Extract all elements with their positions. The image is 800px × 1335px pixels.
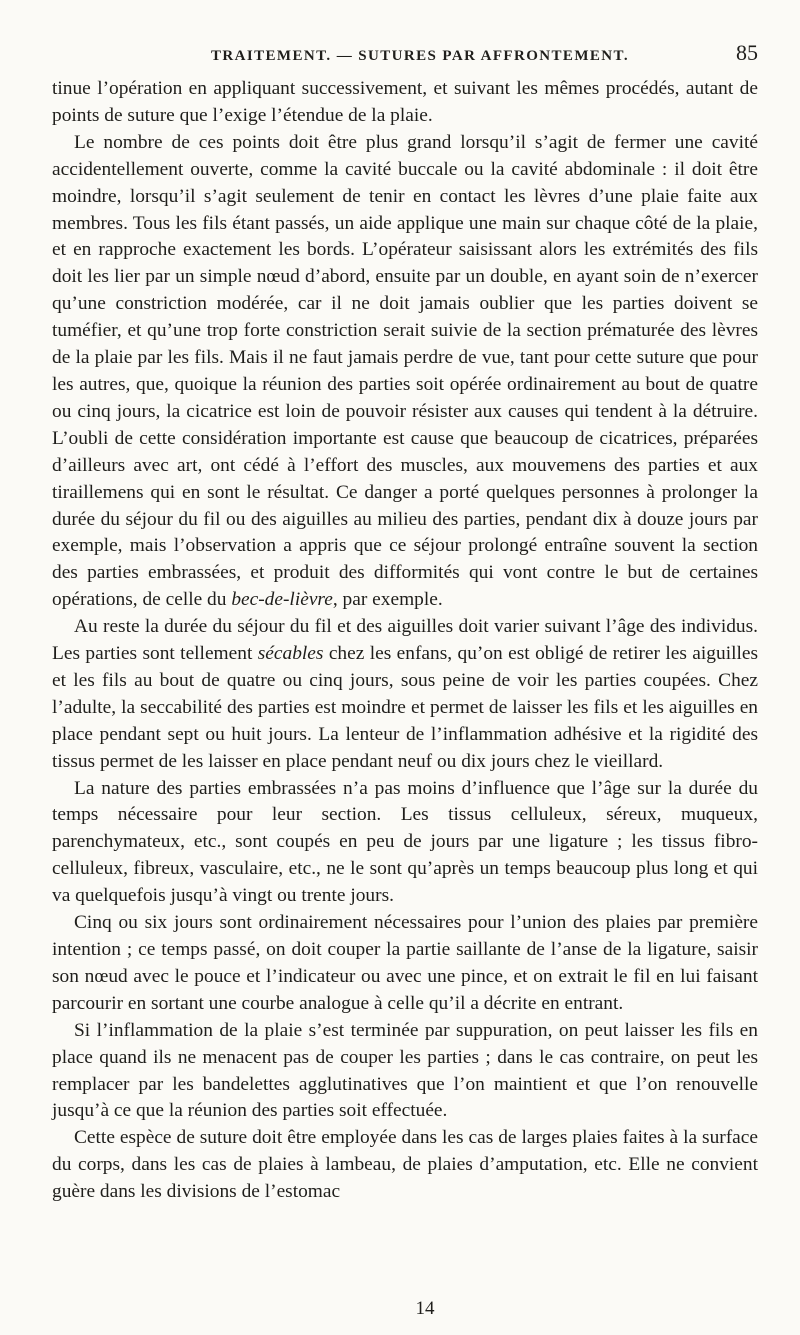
running-head: TRAITEMENT. — SUTURES PAR AFFRONTEMENT.: [211, 48, 629, 64]
paragraph: [52, 776, 758, 911]
paragraph: [52, 76, 758, 130]
paragraph: [52, 1018, 758, 1126]
signature-mark: 14: [415, 1298, 435, 1319]
text-run: Si l’inflammation de la plaie s’est terminée par suppuration, on peut laisser les fils en place quand ils ne menacent pas de couper les parties ; dans le cas contraire, on peut les remplacer par les bandelettes agglutinatives que l’on maintient et que l’on renouvelle jusqu’à ce que la réunion des parties soit effectuée.: [52, 1019, 758, 1122]
text-run: tinue l’opération en appliquant successivement, et suivant les mêmes procédés, autant de points de suture que l’exige l’étendue de la plaie.: [52, 78, 758, 126]
text-run: , par exemple.: [332, 589, 443, 611]
italic-term: bec-de-lièvre: [231, 589, 333, 611]
paragraph: [52, 130, 758, 614]
text-run: Cinq ou six jours sont ordinairement nécessaires pour l’union des plaies par première intention ; ce temps passé, on doit couper la partie saillante de l’anse de la ligature, saisir son nœud avec le pouce et l’indicateur ou avec une pince, et on extrait le fil en lui faisant parcourir en sortant une courbe analogue à celle qu’il a décrite en entrant.: [52, 912, 758, 1014]
text-run: Cette espèce de suture doit être employée dans les cas de larges plaies faites à la surface du corps, dans les cas de plaies à lambeau, de plaies d’amputation, etc. Elle ne convient guère dans les divisions de l’estomac: [52, 1127, 758, 1203]
paragraph: [52, 614, 758, 775]
paragraph: [52, 1125, 758, 1206]
text-run: Au reste la durée du séjour du fil et des aiguilles doit varier suivant l’âge des individus. Les parties sont tellement: [52, 616, 758, 665]
italic-term: sécables: [257, 643, 324, 665]
text-run: Le nombre de ces points doit être plus grand lorsqu’il s’agit de fermer une cavité accidentellement ouverte, comme la cavité buccale ou la cavité abdominale : il doit être moindre, lorsqu’il s’agit seulement de tenir en contact les lèvres d’une plaie faite aux membres. Tous les fils étant passés, un aide applique une main sur chaque côté de la plaie, et en rapproche exactement les bords. L’opérateur saisissant alors les extrémités des fils doit les lier par un simple nœud d’abord, ensuite par un double, en ayant soin de n’exercer qu’une constriction modérée, car il ne doit jamais oublier que les parties doivent se tuméfier, et qu’une trop forte constriction serait suivie de la section prématurée des lèvres de la plaie par les fils. Mais il ne faut jamais perdre de vue, tant pour cette suture que pour les autres, que, quoique la réunion des parties soit opérée ordinairement au bout de quatre ou cinq jours, la cicatrice est loin de pouvoir résister aux causes qui tendent à la détruire. L’oubli de cette considération importante est cause que beaucoup de cicatrices, préparées d’ailleurs avec art, ont cédé à l’effort des muscles, aux mouvemens des parties et aux tiraillemens qui en sont le résultat. Ce danger a porté quelques personnes à prolonger la durée du séjour du fil ou des aiguilles au milieu des parties, pendant dix à douze jours par exemple, mais l’observation a appris que ce séjour prolongé entraîne souvent la section des parties embrassées, et produit des difformités qui vont contre le but de certaines opérations, de celle du: [52, 131, 758, 611]
body-text: [52, 76, 758, 1206]
text-run: chez les enfans, qu’on est obligé de retirer les aiguilles et les fils au bout de quatre ou cinq jours, sous peine de voir les parties coupées. Chez l’adulte, la seccabilité des parties est moindre et permet de laisser les fils et les aiguilles en place pendant sept ou huit jours. La lenteur de l’inflammation adhésive et la rigidité des tissus permet de les laisser en place pendant neuf ou dix jours chez le vieillard.: [52, 643, 759, 772]
page-number: 85: [736, 40, 758, 65]
text-run: La nature des parties embrassées n’a pas moins d’influence que l’âge sur la durée du temps nécessaire pour leur section. Les tissus celluleux, séreux, muqueux, parenchymateux, etc., sont coupés en peu de jours par une ligature ; les tissus fibro-celluleux, fibreux, vasculaire, etc., ne le sont qu’après un temps beaucoup plus long et qui va quelquefois jusqu’à vingt ou trente jours.: [52, 777, 758, 907]
paragraph: [52, 910, 758, 1018]
page-header: [52, 40, 758, 76]
